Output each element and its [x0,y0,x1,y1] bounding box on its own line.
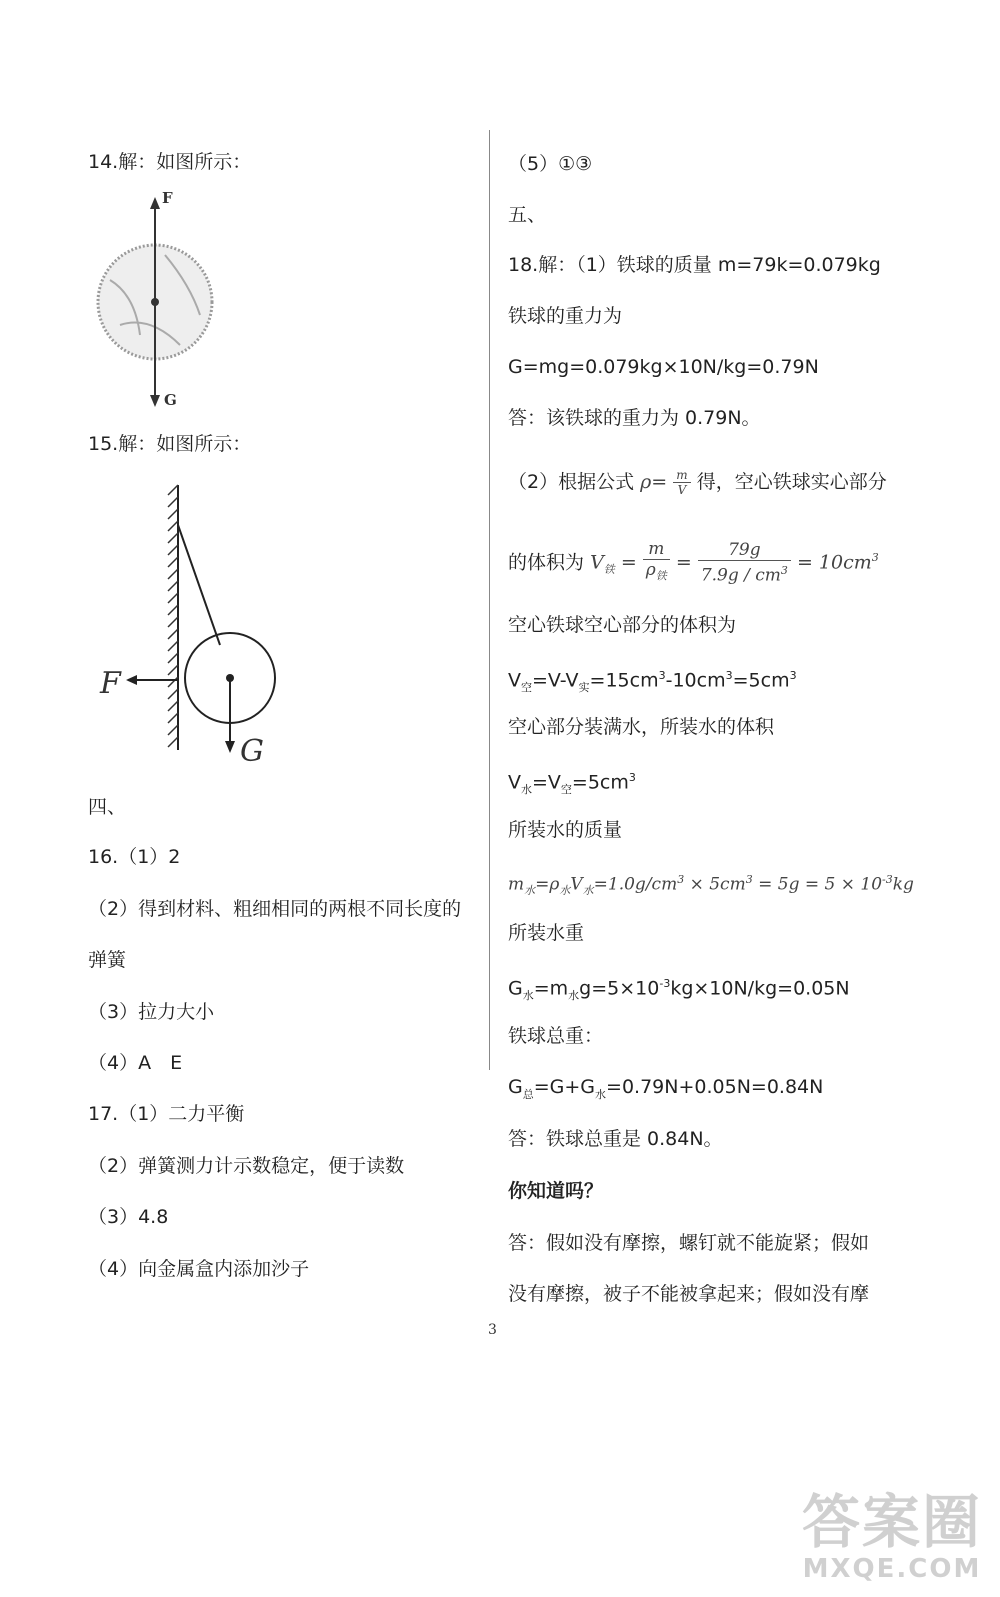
watermark-url: MXQE.COM [802,1554,982,1584]
q17-2: （2）弹簧测力计示数稳定，便于读数 [88,1155,405,1177]
gravity-equation: G=mg=0.079kg×10N/kg=0.79N [508,356,819,378]
volume-symbol-sub: 铁 [603,563,615,577]
know-title: 你知道吗？ [508,1180,604,1202]
q18-1: 18.解：（1）铁球的质量 m=79k=0.079kg [508,254,881,276]
density-denominator: V [677,483,687,497]
q17-1: 17.（1）二力平衡 [88,1103,245,1125]
q16-2b: 弹簧 [88,949,127,971]
q17-3: （3）4.8 [88,1206,169,1228]
fig15-label-g: G [240,734,264,769]
q14-text: 14.解：如图所示： [88,151,252,173]
water-mass-equation: $m_水=\rho_水V_水=1.0g/cm^3 \times 5cm^3 = 5g = 5 \times 10^{-3}kg$ [508,873,914,898]
figure-14-ball-forces [90,185,240,415]
water-equation: $V_水=V_空=5cm^3$ [508,771,636,797]
water-weight-equation: $G_水=m_水g=5\times 10^{-3}kg\times 10N/kg=0.05N$ [508,977,850,1003]
figure-15-wall-ball [90,475,300,775]
column-divider [489,130,490,1070]
mass-density-fraction [643,539,670,586]
know-line-1: 答：假如没有摩擦，螺钉就不能旋紧；假如 [508,1232,870,1254]
hollow-title: 空心铁球空心部分的体积为 [508,614,737,636]
water-weight-title: 所装水重 [508,922,585,944]
answer-1: 答：该铁球的重力为 0.79N。 [508,407,761,429]
q18-2-line [508,462,887,502]
volume-line: 的体积为 $V_铁$ = $\frac{m}{\rho_铁}$ = $\frac{79g}{7.9g / cm^3}$ = $10cm^3$ [508,539,879,586]
q16-3: （3）拉力大小 [88,1001,215,1023]
fig15-label-f: F [100,666,121,701]
value-numerator: 79g [698,540,791,561]
value-fraction: $\frac{79g}{7.9g / cm^3}$ [698,540,791,586]
total-equation: $G_总=G+G_水=0.79N+0.05N=0.84N$ [508,1076,824,1101]
know-line-2: 没有摩擦，被子不能被拿起来；假如没有摩 [508,1283,870,1305]
water-mass-title: 所装水的质量 [508,819,623,841]
q16-1: 16.（1）2 [88,846,181,868]
q5-text: （5）①③ [508,153,593,175]
water-title: 空心部分装满水，所装水的体积 [508,716,775,738]
volume-symbol: V [590,551,604,574]
answer-2: 答：铁球总重是 0.84N。 [508,1128,723,1150]
q18-2-pre: （2）根据公式 [508,471,635,493]
density-fraction [673,468,690,497]
rho-symbol: ρ [645,560,656,581]
volume-result: = 10cm [796,551,872,574]
watermark-logo-text: 答案圈 [801,1488,982,1556]
section-5-heading: 五、 [508,204,547,226]
mass-symbol: m [643,539,670,560]
fig14-label-f: F [162,189,173,207]
density-symbol: ρ= [640,471,668,493]
volume-pre: 的体积为 [508,551,585,574]
q15-text: 15.解：如图所示： [88,433,252,455]
section-4-heading: 四、 [88,796,127,818]
total-title: 铁球总重： [508,1025,604,1047]
q17-4: （4）向金属盒内添加沙子 [88,1258,310,1280]
hollow-equation: $V_空=V-V_实=15cm^3-10cm^3=5cm^3$ [508,669,797,695]
fig14-label-g: G [164,391,177,409]
q16-2a: （2）得到材料、粗细相同的两根不同长度的 [88,898,462,920]
density-numerator: m [673,468,690,483]
watermark [802,1490,982,1584]
rho-symbol-sub: 铁 [655,569,667,583]
q18-2-post: 得，空心铁球实心部分 [696,471,887,493]
page-number: 3 [488,1322,497,1338]
value-denominator: 7.9g / cm [700,565,781,586]
gravity-title: 铁球的重力为 [508,305,623,327]
q16-4: （4）A E [88,1052,183,1074]
